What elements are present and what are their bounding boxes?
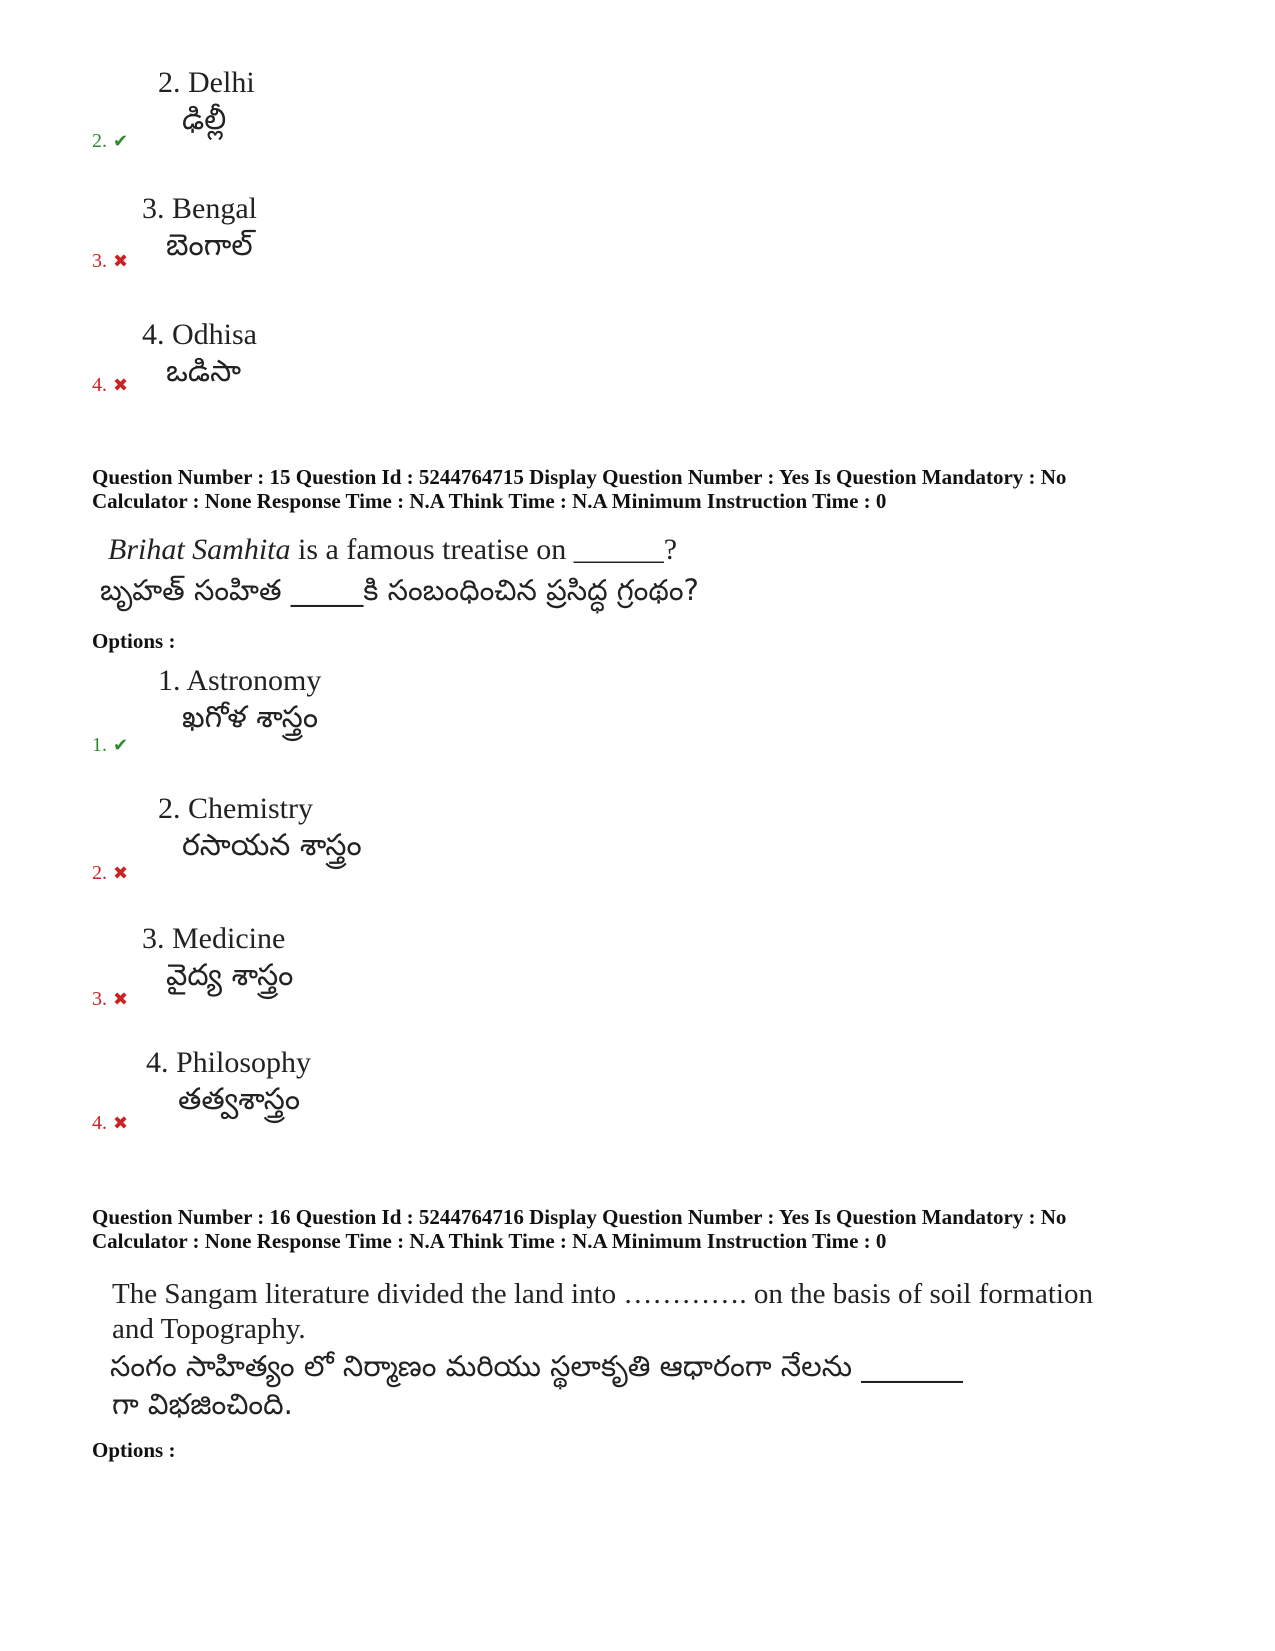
question-16-text-english-line1: The Sangam literature divided the land into …………. on the basis of soil formation [112, 1278, 1093, 1310]
check-icon: ✔ [113, 131, 129, 151]
question-16-text-telugu-line1: సంగం సాహిత్యం లో నిర్మాణం మరియు స్థలాకృతి ఆధారంగా నేలను _______ [110, 1349, 963, 1383]
cross-icon: ✖ [113, 1113, 129, 1133]
option-telugu: ఒడిసా [166, 354, 242, 389]
option-english: 1. Astronomy [158, 664, 322, 697]
question-15-meta-line2: Calculator : None Response Time : N.A Think Time : N.A Minimum Instruction Time : 0 [92, 489, 887, 513]
question-15-text-telugu: బృహత్ సంహిత _____కి సంబంధించిన ప్రసిద్ధ గ్రంథం? [100, 573, 699, 607]
option-marker: 2. ✖ [92, 862, 129, 884]
cross-icon: ✖ [113, 989, 129, 1009]
option-marker: 4. ✖ [92, 374, 129, 396]
option-telugu: వైద్య శాస్త్రం [166, 958, 294, 993]
question-15-text-english: Brihat Samhita is a famous treatise on ______? [108, 533, 678, 566]
question-16-text-telugu-line2: గా విభజించింది. [112, 1387, 293, 1421]
cross-icon: ✖ [113, 251, 129, 271]
option-telugu: బెంగాల్ [166, 228, 253, 263]
option-english: 3. Bengal [142, 192, 257, 225]
option-telugu: రసాయన శాస్త్రం [182, 828, 362, 863]
option-english: 2. Delhi [158, 66, 255, 99]
options-label: Options : [92, 1438, 176, 1462]
check-icon: ✔ [113, 735, 129, 755]
option-marker: 2. ✔ [92, 130, 129, 152]
options-label: Options : [92, 629, 176, 653]
option-telugu: ఢిల్లీ [182, 102, 227, 137]
question-15-meta-line1: Question Number : 15 Question Id : 5244764715 Display Question Number : Yes Is Question Mandatory : No [92, 465, 1067, 489]
option-english: 4. Odhisa [142, 318, 257, 351]
option-marker: 1. ✔ [92, 734, 129, 756]
question-16-meta-line1: Question Number : 16 Question Id : 5244764716 Display Question Number : Yes Is Question Mandatory : No [92, 1205, 1067, 1229]
option-telugu: తత్వశాస్త్రం [178, 1082, 301, 1117]
treatise-title: Brihat Samhita [108, 533, 291, 566]
option-english: 2. Chemistry [158, 792, 313, 825]
option-marker: 3. ✖ [92, 988, 129, 1010]
cross-icon: ✖ [113, 863, 129, 883]
option-marker: 4. ✖ [92, 1112, 129, 1134]
question-16-meta-line2: Calculator : None Response Time : N.A Think Time : N.A Minimum Instruction Time : 0 [92, 1229, 887, 1253]
option-marker: 3. ✖ [92, 250, 129, 272]
option-english: 3. Medicine [142, 922, 286, 955]
question-16-text-english-line2: and Topography. [112, 1313, 306, 1345]
cross-icon: ✖ [113, 375, 129, 395]
option-english: 4. Philosophy [146, 1046, 312, 1079]
option-telugu: ఖగోళ శాస్త్రం [182, 700, 319, 735]
